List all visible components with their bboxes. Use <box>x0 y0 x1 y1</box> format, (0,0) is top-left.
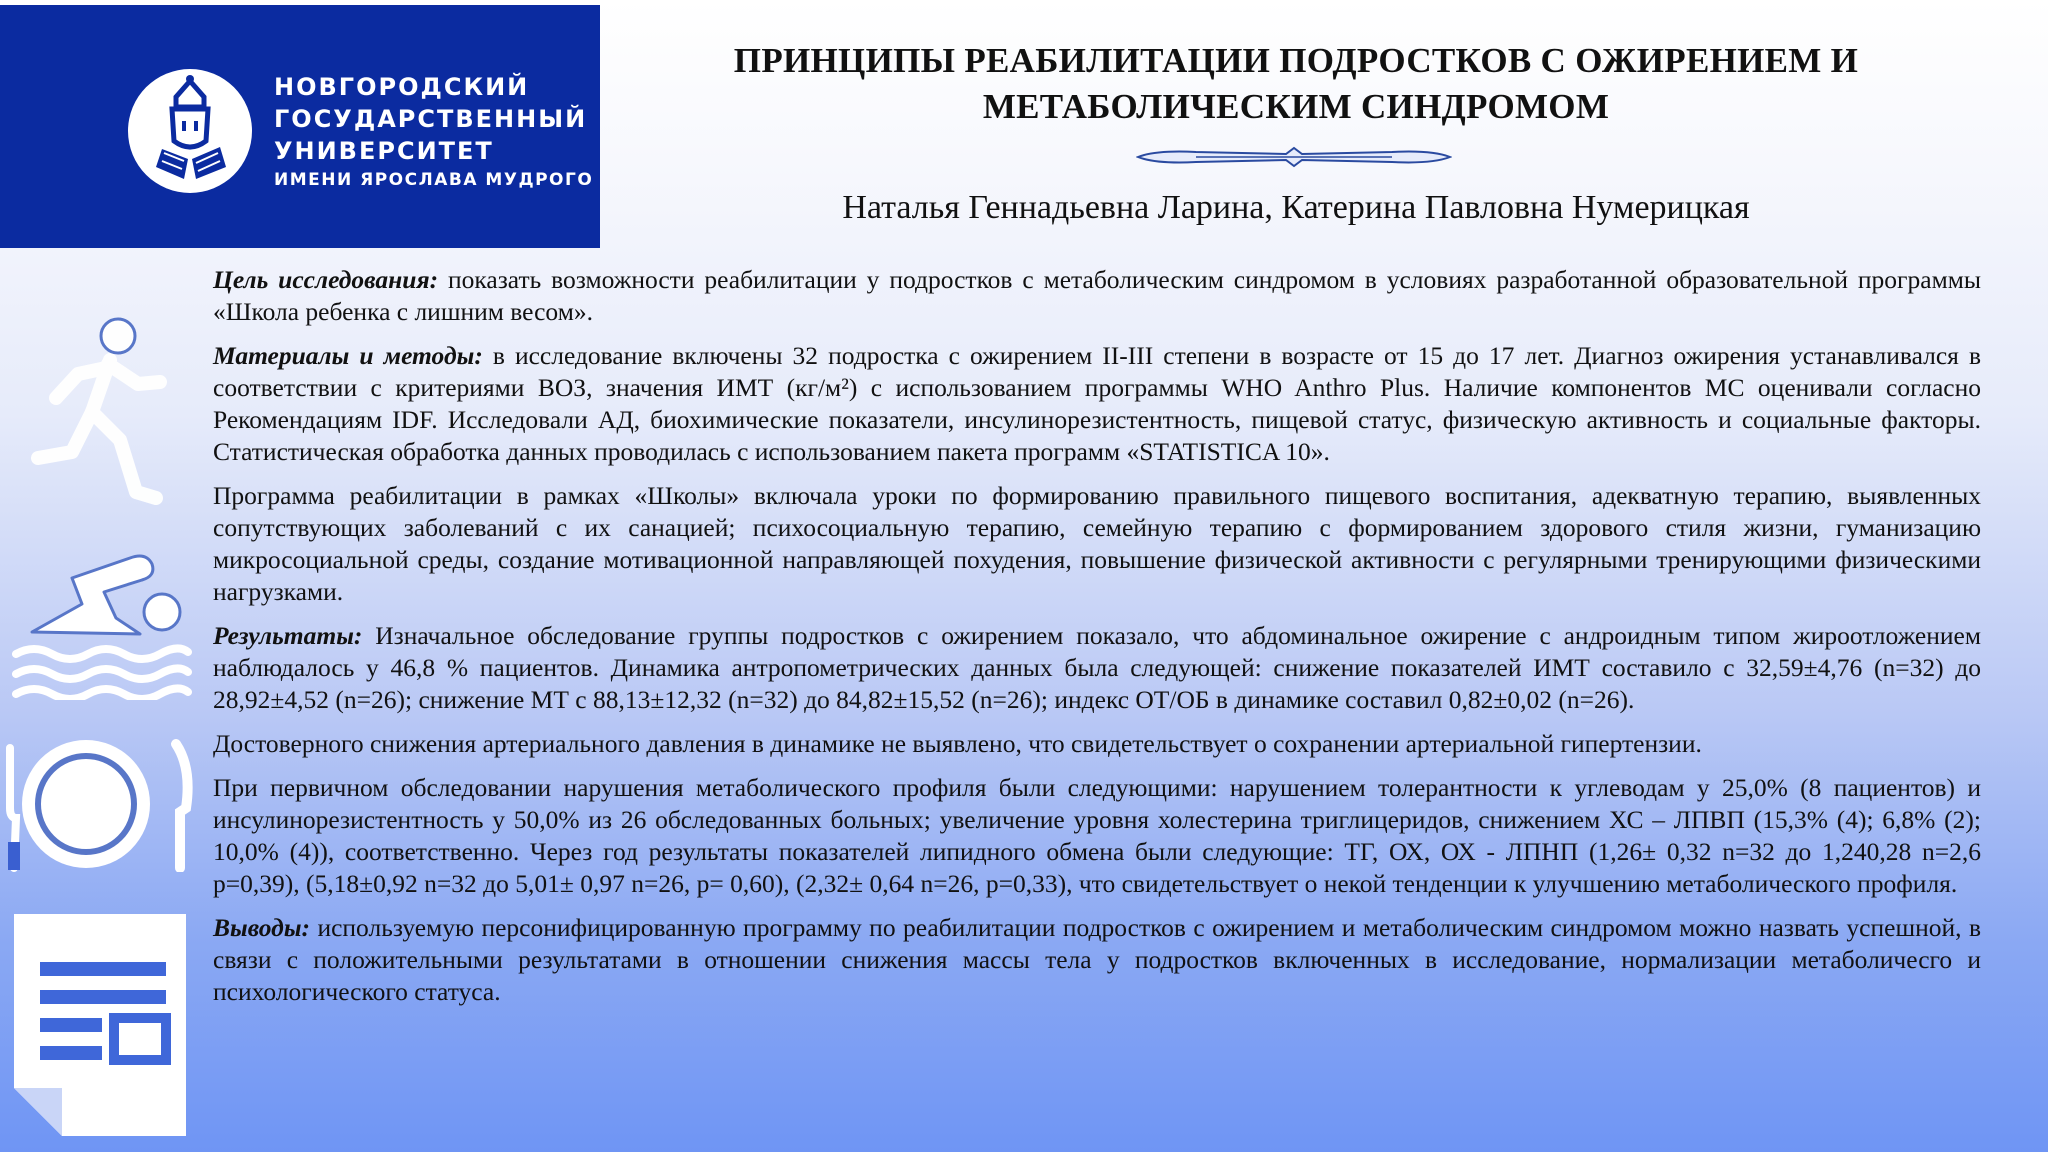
metabolic-text: При первичном обследовании нарушения метаболического профиля были следующими: нарушением толерантности к углеводам у 25,0% (8 пациентов) и инсулинорезистентность у 50,0% из 26 обследованных больных; увеличение уровня холестерина триглицеридов, снижением ХС – ЛПВП (15,3% (4); 6,8% (2); 10,0% (4)), соответственно. Через год результаты показателей липидного обмена были следующие: ТГ, ОХ, ОХ - ЛПНП (1,26± 0,32 n=32 до 1,240,28 n=2,6 p=0,39), (5,18±0,92 n=32 до 5,01± 0,97 n=26, p= 0,60), (2,32± 0,64 n=26, p=0,33), что свидетельствует о некой тенденции к улучшению метаболического профиля. <box>213 773 1981 898</box>
swimmer-icon <box>12 548 192 700</box>
logo-line-2: ГОСУДАРСТВЕННЫЙ <box>274 105 588 133</box>
program-text: Программа реабилитации в рамках «Школы» включала уроки по формированию правильного пищевого воспитания, адекватную терапию, выявленных сопутствующих заболеваний с их санацией; психосоциальную терапию, семейную терапию с формированием здорового стиля жизни, гуманизацию микросоциальной среды, создание мотивационной направляющей похудения, повышение физической активности с регулярными тренирующими физическими нагрузками. <box>213 481 1981 606</box>
university-logo-block <box>0 5 600 248</box>
results-paragraph <box>213 620 1981 716</box>
conclusions-text: используемую персонифицированную программу по реабилитации подростков с ожирением и метаболическим синдромом можно назвать успешной, в связи с положительными результатами в отношении снижения массы тела у подростков включенных в исследование, нормализации метаболичесго и психологического статуса. <box>213 913 1981 1006</box>
program-paragraph <box>213 480 1981 608</box>
page-title <box>640 38 1952 130</box>
methods-label: Материалы и методы: <box>213 341 483 370</box>
authors-line: Наталья Геннадьевна Ларина, Катерина Павловна Нумерицкая <box>842 189 1750 226</box>
running-person-icon <box>28 312 172 512</box>
title-line-2: МЕТАБОЛИЧЕСКИМ СИНДРОМОМ <box>982 87 1610 126</box>
pressure-paragraph <box>213 728 1981 760</box>
logo-line-3: УНИВЕРСИТЕТ <box>274 137 494 165</box>
goal-text: показать возможности реабилитации у подростков с метаболическим синдромом в условиях разработанной образовательной программы «Школа ребенка с лишним весом». <box>213 265 1981 326</box>
methods-text: в исследование включены 32 подростка с ожирением II-III степени в возрасте от 15 до 17 лет. Диагноз ожирения устанавливался в соответствии с критериями ВОЗ, значения ИМТ (кг/м²) с использованием программы WHO Anthro Plus. Наличие компонентов МС оценивали согласно Рекомендациям IDF. Исследовали АД, биохимические показатели, инсулинорезистентность, пищевой статус, физическую активность и социальные факторы. Статистическая обработка данных проводилась с использованием пакета программ «STATISTICA 10». <box>213 341 1981 466</box>
results-label: Результаты: <box>213 621 363 650</box>
methods-paragraph <box>213 340 1981 468</box>
pressure-text: Достоверного снижения артериального давления в динамике не выявлено, что свидетельствует о сохранении артериальной гипертензии. <box>213 729 1702 758</box>
goal-label: Цель исследования: <box>213 265 439 294</box>
title-line-1: ПРИНЦИПЫ РЕАБИЛИТАЦИИ ПОДРОСТКОВ С ОЖИРЕНИЕМ И <box>733 41 1859 80</box>
metabolic-paragraph <box>213 772 1981 900</box>
goal-paragraph <box>213 264 1981 328</box>
document-icon <box>10 910 190 1140</box>
logo-line-1: НОВГОРОДСКИЙ <box>274 73 530 101</box>
conclusions-paragraph <box>213 912 1981 1008</box>
logo-subline: ИМЕНИ ЯРОСЛАВА МУДРОГО <box>274 170 594 190</box>
conclusions-label: Выводы: <box>213 913 311 942</box>
title-divider-ornament <box>1136 146 1452 168</box>
poster-body <box>213 264 1981 1020</box>
results-text: Изначальное обследование группы подростков с ожирением показало, что абдоминальное ожирение с андроидным типом жироотложением наблюдалось у 46,8 % пациентов. Динамика антропометрических данных была следующей: снижение показателей ИМТ составило с 32,59±4,76 (n=32) до 28,92±4,52 (n=26); снижение МТ с 88,13±12,32 (n=32) до 84,82±15,52 (n=26); индекс ОТ/ОБ в динамике составил 0,82±0,02 (n=26). <box>213 621 1981 714</box>
university-emblem-icon <box>126 67 254 195</box>
plate-cutlery-icon <box>2 738 198 872</box>
university-name <box>274 71 593 193</box>
